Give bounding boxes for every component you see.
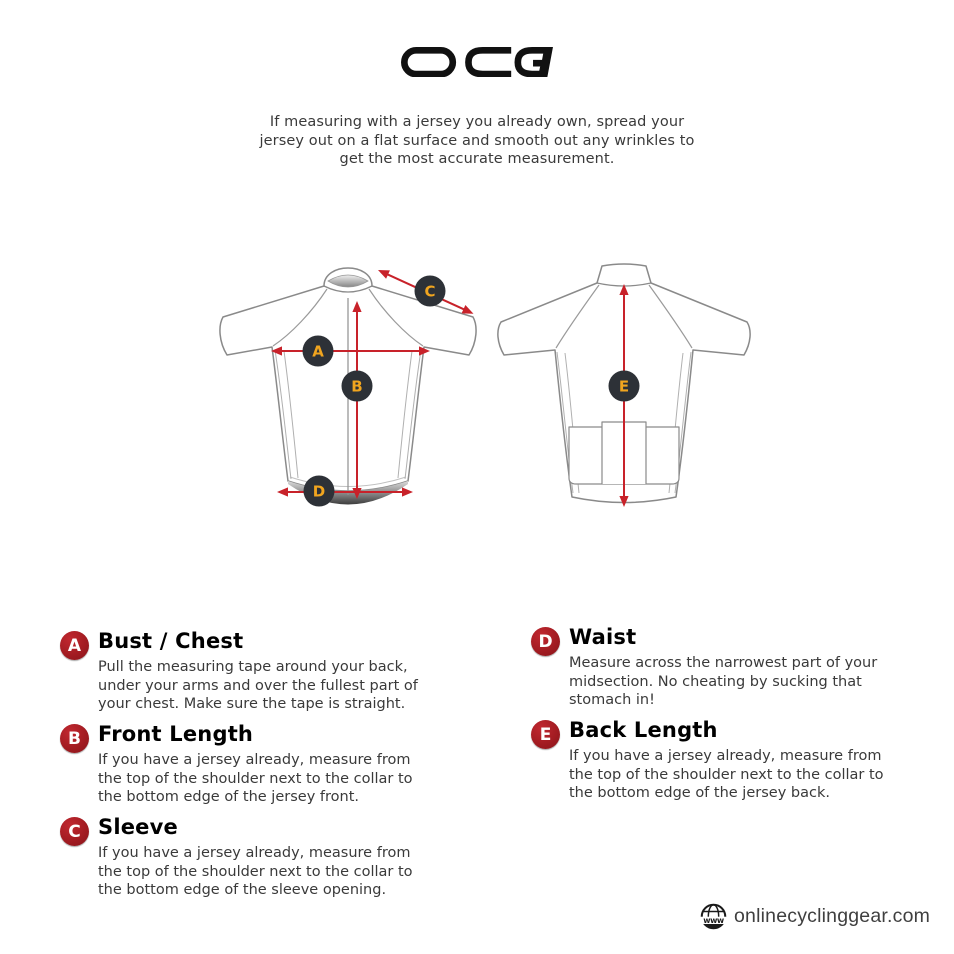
section-sleeve bbox=[60, 814, 413, 900]
section-waist bbox=[531, 624, 877, 710]
badge-d-letter: D bbox=[538, 631, 553, 652]
footer bbox=[700, 903, 930, 930]
marker-e-letter: E bbox=[618, 377, 630, 396]
logo-letter-o bbox=[404, 50, 452, 74]
ocg-logo-graphic bbox=[401, 47, 553, 77]
section-sleeve-body: If you have a jersey already, measure from the top of the shoulder next to the collar to the bottom edge of the sleeve opening. bbox=[98, 845, 413, 899]
badge-a-letter: A bbox=[67, 635, 82, 656]
marker-c bbox=[415, 276, 446, 307]
badge-c-letter: C bbox=[68, 821, 81, 842]
back-jersey-diagram bbox=[493, 250, 755, 515]
section-waist-title: Waist bbox=[569, 625, 637, 649]
section-back-length-body: If you have a jersey already, measure from the top of the shoulder next to the collar to the bottom edge of the jersey back. bbox=[569, 748, 884, 802]
section-bust-chest bbox=[60, 628, 418, 714]
footer-website-link[interactable]: onlinecyclinggear.com bbox=[734, 905, 931, 927]
section-bust-chest-title: Bust / Chest bbox=[98, 629, 244, 653]
section-waist-body: Measure across the narrowest part of your midsection. No cheating by sucking that stomach in! bbox=[569, 655, 878, 709]
section-front-length-title: Front Length bbox=[98, 722, 254, 746]
section-back-length bbox=[531, 717, 884, 803]
badge-a bbox=[60, 631, 89, 660]
marker-d bbox=[304, 476, 335, 507]
badge-b bbox=[60, 724, 89, 753]
marker-c-letter: C bbox=[424, 282, 436, 301]
globe-www-icon bbox=[700, 903, 727, 930]
logo-letter-c bbox=[468, 50, 511, 74]
section-front-length bbox=[60, 721, 413, 807]
badge-c bbox=[60, 817, 89, 846]
marker-a bbox=[303, 336, 334, 367]
badge-b-letter: B bbox=[68, 728, 81, 749]
marker-e bbox=[609, 371, 640, 402]
section-bust-chest-body: Pull the measuring tape around your back, under your arms and over the fullest part of your chest. Make sure the tape is straight. bbox=[98, 659, 418, 713]
section-back-length-title: Back Length bbox=[569, 718, 718, 742]
marker-b-letter: B bbox=[351, 377, 363, 396]
badge-e bbox=[531, 720, 560, 749]
marker-b bbox=[342, 371, 373, 402]
badge-d bbox=[531, 627, 560, 656]
section-front-length-body: If you have a jersey already, measure from the top of the shoulder next to the collar to the bottom edge of the jersey front. bbox=[98, 752, 413, 806]
section-sleeve-title: Sleeve bbox=[98, 815, 178, 839]
badge-e-letter: E bbox=[539, 724, 552, 745]
svg-text:www: www bbox=[703, 916, 724, 926]
front-jersey-diagram bbox=[215, 250, 480, 515]
intro-text: If measuring with a jersey you already own, spread your jersey out on a flat surface and smooth out any wrinkles to get the most accurate measurement. bbox=[259, 114, 695, 168]
marker-a-letter: A bbox=[312, 342, 324, 361]
marker-d-letter: D bbox=[312, 482, 326, 501]
ocg-logo bbox=[401, 47, 553, 78]
